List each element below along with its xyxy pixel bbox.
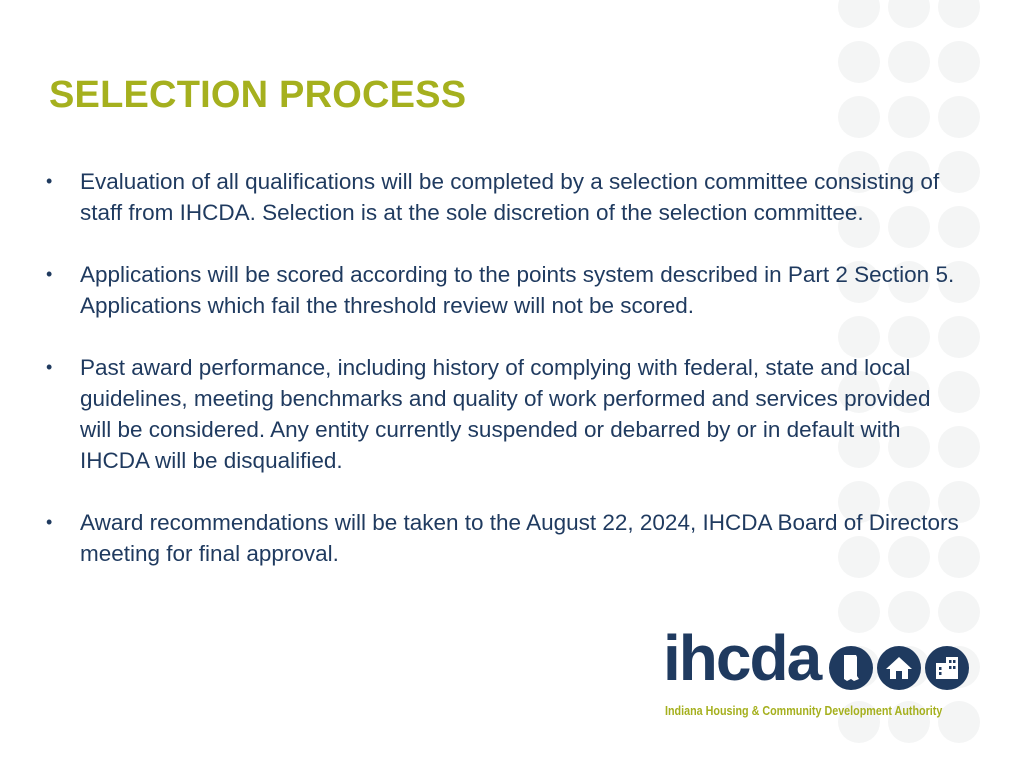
bullet-item	[44, 352, 964, 476]
background-dot	[888, 0, 930, 28]
bullet-list	[44, 166, 964, 600]
logo-tagline: Indiana Housing & Community Development Authority	[665, 704, 943, 718]
background-dot	[938, 41, 980, 83]
building-icon	[925, 646, 969, 690]
logo-wordmark: ihcda	[663, 622, 821, 694]
background-dot	[838, 41, 880, 83]
house-icon	[877, 646, 921, 690]
logo-icon-group	[829, 646, 969, 690]
indiana-state-icon	[829, 646, 873, 690]
background-dot	[838, 0, 880, 28]
bullet-text: Applications will be scored according to the points system described in Part 2 Section 5. Applications which fail the threshold review will not be scored.	[80, 262, 955, 318]
background-dot	[888, 96, 930, 138]
bullet-item	[44, 166, 964, 228]
ihcda-logo	[663, 622, 975, 723]
slide-title: SELECTION PROCESS	[49, 74, 467, 116]
bullet-marker: •	[46, 512, 53, 532]
bullet-text: Award recommendations will be taken to the August 22, 2024, IHCDA Board of Directors meeting for final approval.	[80, 510, 959, 566]
background-dot	[838, 96, 880, 138]
bullet-text: Evaluation of all qualifications will be completed by a selection committee consisting of staff from IHCDA. Selection is at the sole discretion of the selection committee.	[80, 169, 940, 225]
bullet-marker: •	[46, 357, 53, 377]
background-dot	[938, 96, 980, 138]
bullet-marker: •	[46, 171, 53, 191]
bullet-text: Past award performance, including history of complying with federal, state and local guidelines, meeting benchmarks and quality of work performed and services provided will be considered. Any entity currently suspended or debarred by or in default with IHCDA will be disqualified.	[80, 355, 931, 473]
bullet-item	[44, 259, 964, 321]
bullet-item	[44, 507, 964, 569]
bullet-marker: •	[46, 264, 53, 284]
background-dot	[888, 41, 930, 83]
background-dot	[938, 0, 980, 28]
